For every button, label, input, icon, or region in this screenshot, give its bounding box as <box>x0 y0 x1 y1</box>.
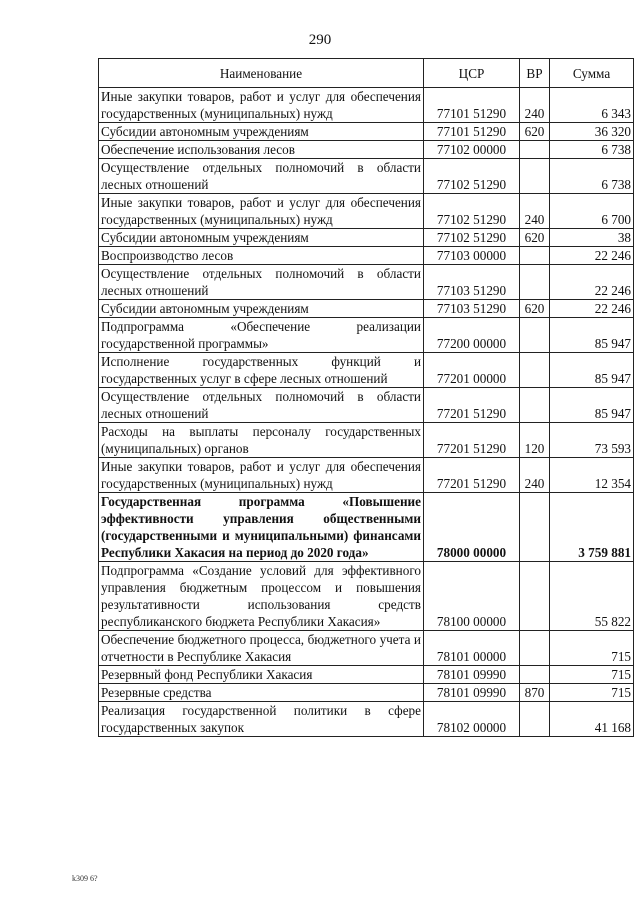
row-name: Осуществление отдельных полномочий в области лесных отношений <box>99 388 424 423</box>
table-row <box>99 300 634 318</box>
row-vr <box>520 631 550 666</box>
row-vr: 120 <box>520 423 550 458</box>
table-row <box>99 194 634 229</box>
table-row <box>99 265 634 300</box>
row-vr <box>520 159 550 194</box>
row-name: Иные закупки товаров, работ и услуг для обеспечения государственных (муниципальных) нужд <box>99 194 424 229</box>
table-header-row <box>99 59 634 88</box>
row-csr: 77102 51290 <box>424 229 520 247</box>
row-vr: 240 <box>520 458 550 493</box>
footer-code: k309 6? <box>72 874 98 883</box>
row-vr <box>520 702 550 737</box>
row-sum: 55 822 <box>550 562 634 631</box>
row-sum: 36 320 <box>550 123 634 141</box>
row-csr: 78000 00000 <box>424 493 520 562</box>
row-vr <box>520 493 550 562</box>
header-vr: ВР <box>520 59 550 88</box>
table-row <box>99 423 634 458</box>
row-sum: 22 246 <box>550 247 634 265</box>
row-csr: 78100 00000 <box>424 562 520 631</box>
row-csr: 77102 00000 <box>424 141 520 159</box>
row-vr <box>520 353 550 388</box>
row-vr <box>520 141 550 159</box>
row-vr <box>520 265 550 300</box>
row-vr <box>520 666 550 684</box>
row-name: Подпрограмма «Создание условий для эффективного управления бюджетным процессом и повышения результативности использования средств республиканского бюджета Республики Хакасия» <box>99 562 424 631</box>
row-sum: 6 700 <box>550 194 634 229</box>
row-name: Государственная программа «Повышение эффективности управления общественными (государственными и муниципальными) финансами Республики Хакасия на период до 2020 года» <box>99 493 424 562</box>
table-row <box>99 666 634 684</box>
row-name: Субсидии автономным учреждениям <box>99 229 424 247</box>
table-row <box>99 229 634 247</box>
row-name: Иные закупки товаров, работ и услуг для обеспечения государственных (муниципальных) нужд <box>99 88 424 123</box>
row-vr <box>520 247 550 265</box>
table-row <box>99 631 634 666</box>
row-csr: 78101 00000 <box>424 631 520 666</box>
row-csr: 77201 51290 <box>424 388 520 423</box>
row-csr: 77103 00000 <box>424 247 520 265</box>
row-vr: 620 <box>520 123 550 141</box>
row-name: Обеспечение использования лесов <box>99 141 424 159</box>
row-name: Расходы на выплаты персоналу государственных (муниципальных) органов <box>99 423 424 458</box>
row-vr <box>520 388 550 423</box>
table-row <box>99 123 634 141</box>
row-vr: 240 <box>520 194 550 229</box>
row-csr: 77103 51290 <box>424 300 520 318</box>
header-name: Наименование <box>99 59 424 88</box>
table-row <box>99 702 634 737</box>
row-sum: 22 246 <box>550 265 634 300</box>
row-csr: 78101 09990 <box>424 684 520 702</box>
row-sum: 41 168 <box>550 702 634 737</box>
row-vr: 620 <box>520 300 550 318</box>
header-csr: ЦСР <box>424 59 520 88</box>
table-row <box>99 562 634 631</box>
table-row <box>99 247 634 265</box>
row-name: Обеспечение бюджетного процесса, бюджетного учета и отчетности в Республике Хакасия <box>99 631 424 666</box>
row-sum: 715 <box>550 684 634 702</box>
row-sum: 6 738 <box>550 159 634 194</box>
row-sum: 22 246 <box>550 300 634 318</box>
row-csr: 78101 09990 <box>424 666 520 684</box>
table-row <box>99 318 634 353</box>
row-name: Осуществление отдельных полномочий в области лесных отношений <box>99 265 424 300</box>
table-row <box>99 388 634 423</box>
budget-table <box>98 58 634 737</box>
row-name: Резервный фонд Республики Хакасия <box>99 666 424 684</box>
row-csr: 77102 51290 <box>424 159 520 194</box>
table-row <box>99 159 634 194</box>
row-name: Исполнение государственных функций и государственных услуг в сфере лесных отношений <box>99 353 424 388</box>
row-name: Осуществление отдельных полномочий в области лесных отношений <box>99 159 424 194</box>
row-csr: 77201 51290 <box>424 458 520 493</box>
row-sum: 38 <box>550 229 634 247</box>
row-csr: 78102 00000 <box>424 702 520 737</box>
table-row <box>99 684 634 702</box>
table-row <box>99 493 634 562</box>
row-sum: 73 593 <box>550 423 634 458</box>
row-sum: 85 947 <box>550 353 634 388</box>
row-csr: 77101 51290 <box>424 123 520 141</box>
row-vr <box>520 562 550 631</box>
row-sum: 85 947 <box>550 388 634 423</box>
table-body <box>99 88 634 737</box>
row-csr: 77201 00000 <box>424 353 520 388</box>
row-name: Иные закупки товаров, работ и услуг для обеспечения государственных (муниципальных) нужд <box>99 458 424 493</box>
row-name: Воспроизводство лесов <box>99 247 424 265</box>
row-csr: 77102 51290 <box>424 194 520 229</box>
row-sum: 85 947 <box>550 318 634 353</box>
table-row <box>99 88 634 123</box>
row-csr: 77200 00000 <box>424 318 520 353</box>
row-sum: 12 354 <box>550 458 634 493</box>
row-sum: 6 343 <box>550 88 634 123</box>
page-number: 290 <box>308 32 332 48</box>
row-vr: 620 <box>520 229 550 247</box>
table-row <box>99 353 634 388</box>
row-csr: 77201 51290 <box>424 423 520 458</box>
row-vr <box>520 318 550 353</box>
row-name: Субсидии автономным учреждениям <box>99 123 424 141</box>
row-name: Подпрограмма «Обеспечение реализации государственной программы» <box>99 318 424 353</box>
row-name: Реализация государственной политики в сфере государственных закупок <box>99 702 424 737</box>
row-vr: 240 <box>520 88 550 123</box>
row-name: Субсидии автономным учреждениям <box>99 300 424 318</box>
table-row <box>99 141 634 159</box>
header-sum: Сумма <box>550 59 634 88</box>
row-csr: 77103 51290 <box>424 265 520 300</box>
row-name: Резервные средства <box>99 684 424 702</box>
table-row <box>99 458 634 493</box>
row-sum: 3 759 881 <box>550 493 634 562</box>
row-sum: 715 <box>550 666 634 684</box>
row-sum: 715 <box>550 631 634 666</box>
row-sum: 6 738 <box>550 141 634 159</box>
row-csr: 77101 51290 <box>424 88 520 123</box>
row-vr: 870 <box>520 684 550 702</box>
